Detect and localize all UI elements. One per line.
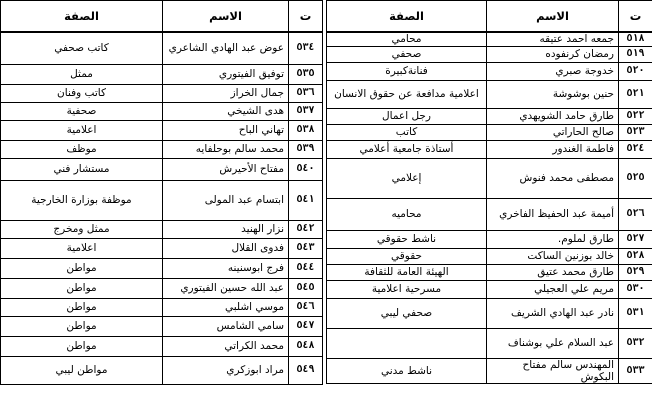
row-number: ٥٤٥ xyxy=(289,278,323,298)
row-name: ابتسام عبد المولى xyxy=(163,180,289,220)
row-number: ٥٤٤ xyxy=(289,258,323,278)
header-num: ت xyxy=(289,1,323,33)
row-name: محمد سالم بوحلفايه xyxy=(163,140,289,158)
row-role xyxy=(327,328,487,358)
row-name: خالد بوزنين الساكت xyxy=(487,248,619,264)
row-number: ٥٤٧ xyxy=(289,316,323,336)
row-role: اعلامية xyxy=(1,120,163,140)
table-row xyxy=(1,84,323,102)
row-role: موظفة بوزارة الخارجية xyxy=(1,180,163,220)
row-name: عبد الله حسين الفيتوري xyxy=(163,278,289,298)
row-role: محاميه xyxy=(327,198,487,230)
row-number: ٥٤٢ xyxy=(289,220,323,238)
row-name: طارق حامد الشويهدي xyxy=(487,108,619,124)
row-role: إعلامي xyxy=(327,158,487,198)
row-role: رجل اعمال xyxy=(327,108,487,124)
row-name: توفيق الفيتوري xyxy=(163,64,289,84)
table-row xyxy=(1,258,323,278)
table-row xyxy=(1,238,323,258)
row-role: مواطن xyxy=(1,336,163,356)
row-number: ٥٢٣ xyxy=(619,124,652,140)
row-name: طارق لملوم. xyxy=(487,230,619,248)
row-role: حقوقي xyxy=(327,248,487,264)
row-number: ٥٢٤ xyxy=(619,140,652,158)
row-role: كاتب صحفي xyxy=(1,32,163,64)
row-number: ٥٢٦ xyxy=(619,198,652,230)
row-number: ٥٣٤ xyxy=(289,32,323,64)
row-role: محامي xyxy=(327,32,487,46)
table-row xyxy=(1,316,323,336)
row-role: كاتب xyxy=(327,124,487,140)
row-name: فاطمة الغندور xyxy=(487,140,619,158)
row-name: مريم علي العجيلي xyxy=(487,280,619,298)
table-row xyxy=(327,198,652,230)
row-number: ٥٣٠ xyxy=(619,280,652,298)
row-name: مراد ابوزكري xyxy=(163,356,289,384)
row-number: ٥٤١ xyxy=(289,180,323,220)
row-name: عوض عبد الهادي الشاعري xyxy=(163,32,289,64)
table-row xyxy=(327,264,652,280)
table-row xyxy=(1,102,323,120)
row-role: ناشط حقوقي xyxy=(327,230,487,248)
row-number: ٥٢٨ xyxy=(619,248,652,264)
table-row xyxy=(1,140,323,158)
signatories-table-right xyxy=(326,0,652,384)
row-number: ٥٤٨ xyxy=(289,336,323,356)
row-role: مواطن ليبي xyxy=(1,356,163,384)
row-role: ممثل ومخرج xyxy=(1,220,163,238)
row-role: صحفي ليبي xyxy=(327,298,487,328)
row-role: كاتب وفنان xyxy=(1,84,163,102)
table-row xyxy=(1,298,323,316)
row-number: ٥٢٢ xyxy=(619,108,652,124)
row-number: ٥٣٨ xyxy=(289,120,323,140)
row-name: حنين بوشوشة xyxy=(487,80,619,108)
table-row xyxy=(1,220,323,238)
row-name: نزار الهنيد xyxy=(163,220,289,238)
row-number: ٥٤٣ xyxy=(289,238,323,258)
row-name: فرج ابوسنينه xyxy=(163,258,289,278)
row-number: ٥٣١ xyxy=(619,298,652,328)
row-name: عبد السلام علي بوشناف xyxy=(487,328,619,358)
row-role: ناشط مدني xyxy=(327,358,487,383)
table-row xyxy=(327,248,652,264)
header-name: الاسم xyxy=(163,1,289,33)
row-role: أستاذة جامعية أعلامي xyxy=(327,140,487,158)
row-number: ٥٣٦ xyxy=(289,84,323,102)
table-row xyxy=(1,180,323,220)
row-name: المهندس سالم مفتاح البكوش xyxy=(487,358,619,383)
row-number: ٥٢٩ xyxy=(619,264,652,280)
row-name: جمعه احمد عتيقه xyxy=(487,32,619,46)
table-row xyxy=(327,108,652,124)
table-header-row xyxy=(1,1,323,33)
row-name: مصطفى محمد فنوش xyxy=(487,158,619,198)
table-header-row xyxy=(327,1,652,33)
row-name: طارق محمد عتيق xyxy=(487,264,619,280)
table-row xyxy=(1,356,323,384)
table-row xyxy=(327,124,652,140)
signatories-table-left xyxy=(0,0,323,385)
table-row xyxy=(1,32,323,64)
row-number: ٥٣٣ xyxy=(619,358,652,383)
row-number: ٥٣٩ xyxy=(289,140,323,158)
row-number: ٥٣٥ xyxy=(289,64,323,84)
header-role: الصفة xyxy=(1,1,163,33)
row-role: مواطن xyxy=(1,278,163,298)
row-name: أميمة عبد الحفيظ الفاخري xyxy=(487,198,619,230)
row-name: خدوجة صبري xyxy=(487,62,619,80)
row-number: ٥٣٢ xyxy=(619,328,652,358)
table-row xyxy=(327,80,652,108)
table-row xyxy=(327,358,652,383)
row-role: مواطن xyxy=(1,316,163,336)
row-number: ٥٢٧ xyxy=(619,230,652,248)
row-number: ٥٣٧ xyxy=(289,102,323,120)
row-role: مواطن xyxy=(1,258,163,278)
table-row xyxy=(327,230,652,248)
table-row xyxy=(327,328,652,358)
header-name: الاسم xyxy=(487,1,619,33)
row-number: ٥٤٩ xyxy=(289,356,323,384)
row-role: فنانةكبيرة xyxy=(327,62,487,80)
row-name: صالح الحاراتي xyxy=(487,124,619,140)
table-row xyxy=(1,64,323,84)
row-name: تهاني الباح xyxy=(163,120,289,140)
table-row xyxy=(327,32,652,46)
table-row xyxy=(327,62,652,80)
row-name: محمد الكراتي xyxy=(163,336,289,356)
header-num: ت xyxy=(619,1,652,33)
row-role: صحفية xyxy=(1,102,163,120)
row-role: ممثل xyxy=(1,64,163,84)
row-number: ٥١٩ xyxy=(619,46,652,62)
table-row xyxy=(1,336,323,356)
row-number: ٥٢٥ xyxy=(619,158,652,198)
row-role: مواطن xyxy=(1,298,163,316)
table-row xyxy=(327,140,652,158)
header-role: الصفة xyxy=(327,1,487,33)
row-name: مفتاح الأحيرش xyxy=(163,158,289,180)
table-row xyxy=(1,120,323,140)
table-row xyxy=(1,278,323,298)
table-row xyxy=(327,280,652,298)
row-number: ٥٤٠ xyxy=(289,158,323,180)
row-number: ٥٤٦ xyxy=(289,298,323,316)
row-number: ٥١٨ xyxy=(619,32,652,46)
row-role: صحفي xyxy=(327,46,487,62)
table-row xyxy=(327,46,652,62)
row-name: هدى الشيخي xyxy=(163,102,289,120)
table-row xyxy=(327,158,652,198)
row-name: جمال الخراز xyxy=(163,84,289,102)
table-row xyxy=(1,158,323,180)
row-name: رمضان كرنفوده xyxy=(487,46,619,62)
table-row xyxy=(327,298,652,328)
row-number: ٥٢٠ xyxy=(619,62,652,80)
row-role: موظف xyxy=(1,140,163,158)
row-role: الهيئة العامة للثقافة xyxy=(327,264,487,280)
row-number: ٥٢١ xyxy=(619,80,652,108)
row-role: مستشار فني xyxy=(1,158,163,180)
row-name: نادر عبد الهادي الشريف xyxy=(487,298,619,328)
row-name: سامي الشامس xyxy=(163,316,289,336)
row-name: موسي اشلبي xyxy=(163,298,289,316)
row-role: اعلامية xyxy=(1,238,163,258)
row-role: اعلامية مدافعة عن حقوق الانسان xyxy=(327,80,487,108)
row-role: مسرحية اعلامية xyxy=(327,280,487,298)
row-name: فدوى القلال xyxy=(163,238,289,258)
